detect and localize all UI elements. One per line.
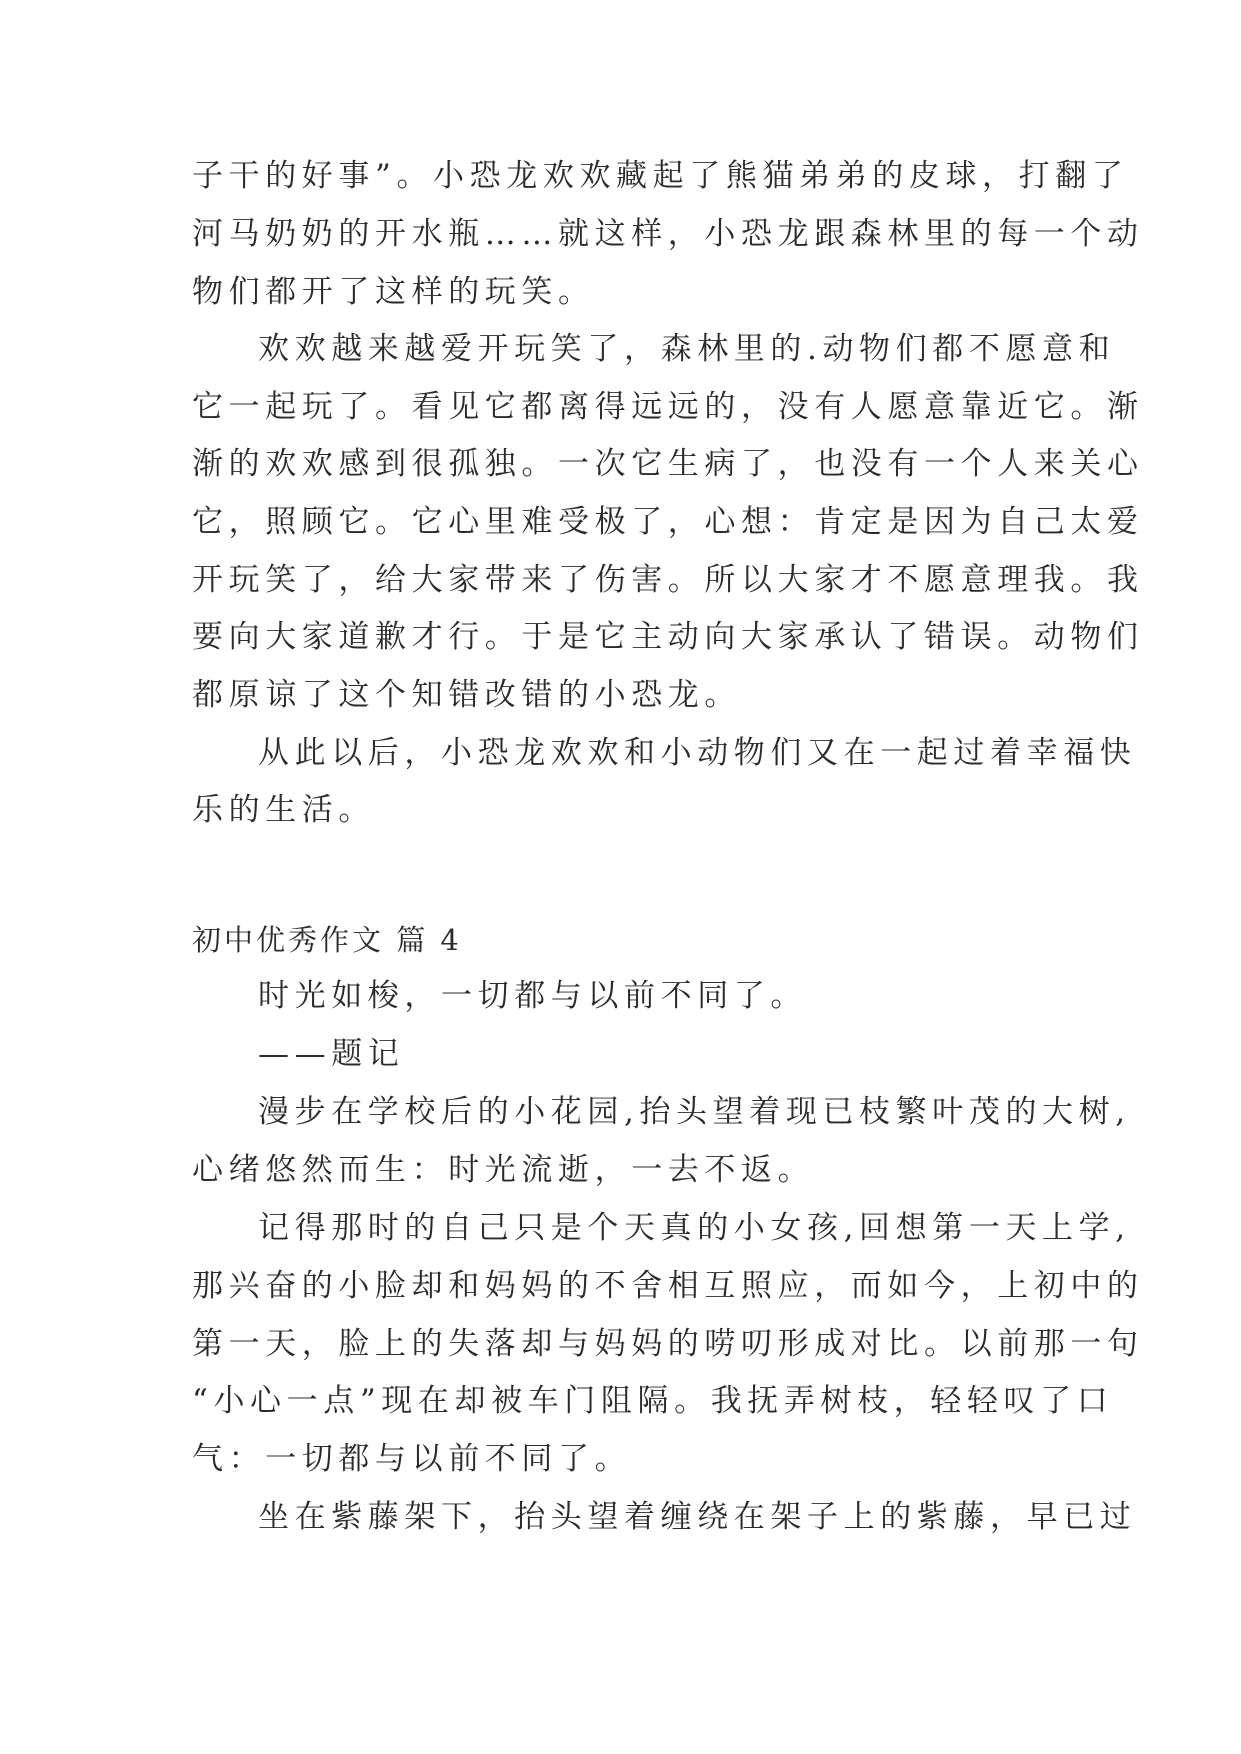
paragraph-line: 要向大家道歉才行。于是它主动向大家承认了错误。动物们 (192, 619, 1144, 655)
paragraph-line: 子干的好事”。小恐龙欢欢藏起了熊猫弟弟的皮球，打翻了 (192, 158, 1129, 194)
section-heading: 初中优秀作文 篇 4 (192, 923, 462, 957)
paragraph-line: 开玩笑了，给大家带来了伤害。所以大家才不愿意理我。我 (192, 562, 1144, 598)
paragraph-line: 气：一切都与以前不同了。 (192, 1441, 632, 1477)
paragraph-line: 物们都开了这样的玩笑。 (192, 274, 595, 310)
paragraph-line: 乐的生活。 (192, 792, 375, 828)
paragraph-line: 坐在紫藤架下，抬头望着缠绕在架子上的紫藤，早已过 (258, 1499, 1137, 1535)
paragraph-line: 欢欢越来越爱开玩笑了，森林里的.动物们都不愿意和 (258, 331, 1116, 367)
paragraph-line: 它一起玩了。看见它都离得远远的，没有人愿意靠近它。渐 (192, 389, 1144, 425)
paragraph-line: 它，照顾它。它心里难受极了，心想：肯定是因为自己太爱 (192, 504, 1144, 540)
paragraph-line: 渐的欢欢感到很孤独。一次它生病了，也没有一个人来关心 (192, 446, 1144, 482)
paragraph-line: 心绪悠然而生：时光流逝，一去不返。 (192, 1152, 815, 1188)
paragraph-line: 那兴奋的小脸却和妈妈的不舍相互照应，而如今，上初中的 (192, 1268, 1144, 1304)
paragraph-line: 第一天，脸上的失落却与妈妈的唠叨形成对比。以前那一句 (192, 1326, 1144, 1362)
paragraph-line: 都原谅了这个知错改错的小恐龙。 (192, 677, 741, 713)
paragraph-line: 时光如梭，一切都与以前不同了。 (258, 978, 807, 1014)
paragraph-line: “小心一点”现在却被车门阻隔。我抚弄树枝，轻轻叹了口 (192, 1383, 1114, 1419)
paragraph-line: ——题记 (258, 1036, 405, 1072)
paragraph-line: 河马奶奶的开水瓶……就这样，小恐龙跟森林里的每一个动 (192, 216, 1144, 252)
paragraph-line: 记得那时的自己只是个天真的小女孩,回想第一天上学, (258, 1210, 1131, 1246)
paragraph-line: 漫步在学校后的小花园,抬头望着现已枝繁叶茂的大树, (258, 1094, 1131, 1130)
paragraph-line: 从此以后，小恐龙欢欢和小动物们又在一起过着幸福快 (258, 735, 1137, 771)
